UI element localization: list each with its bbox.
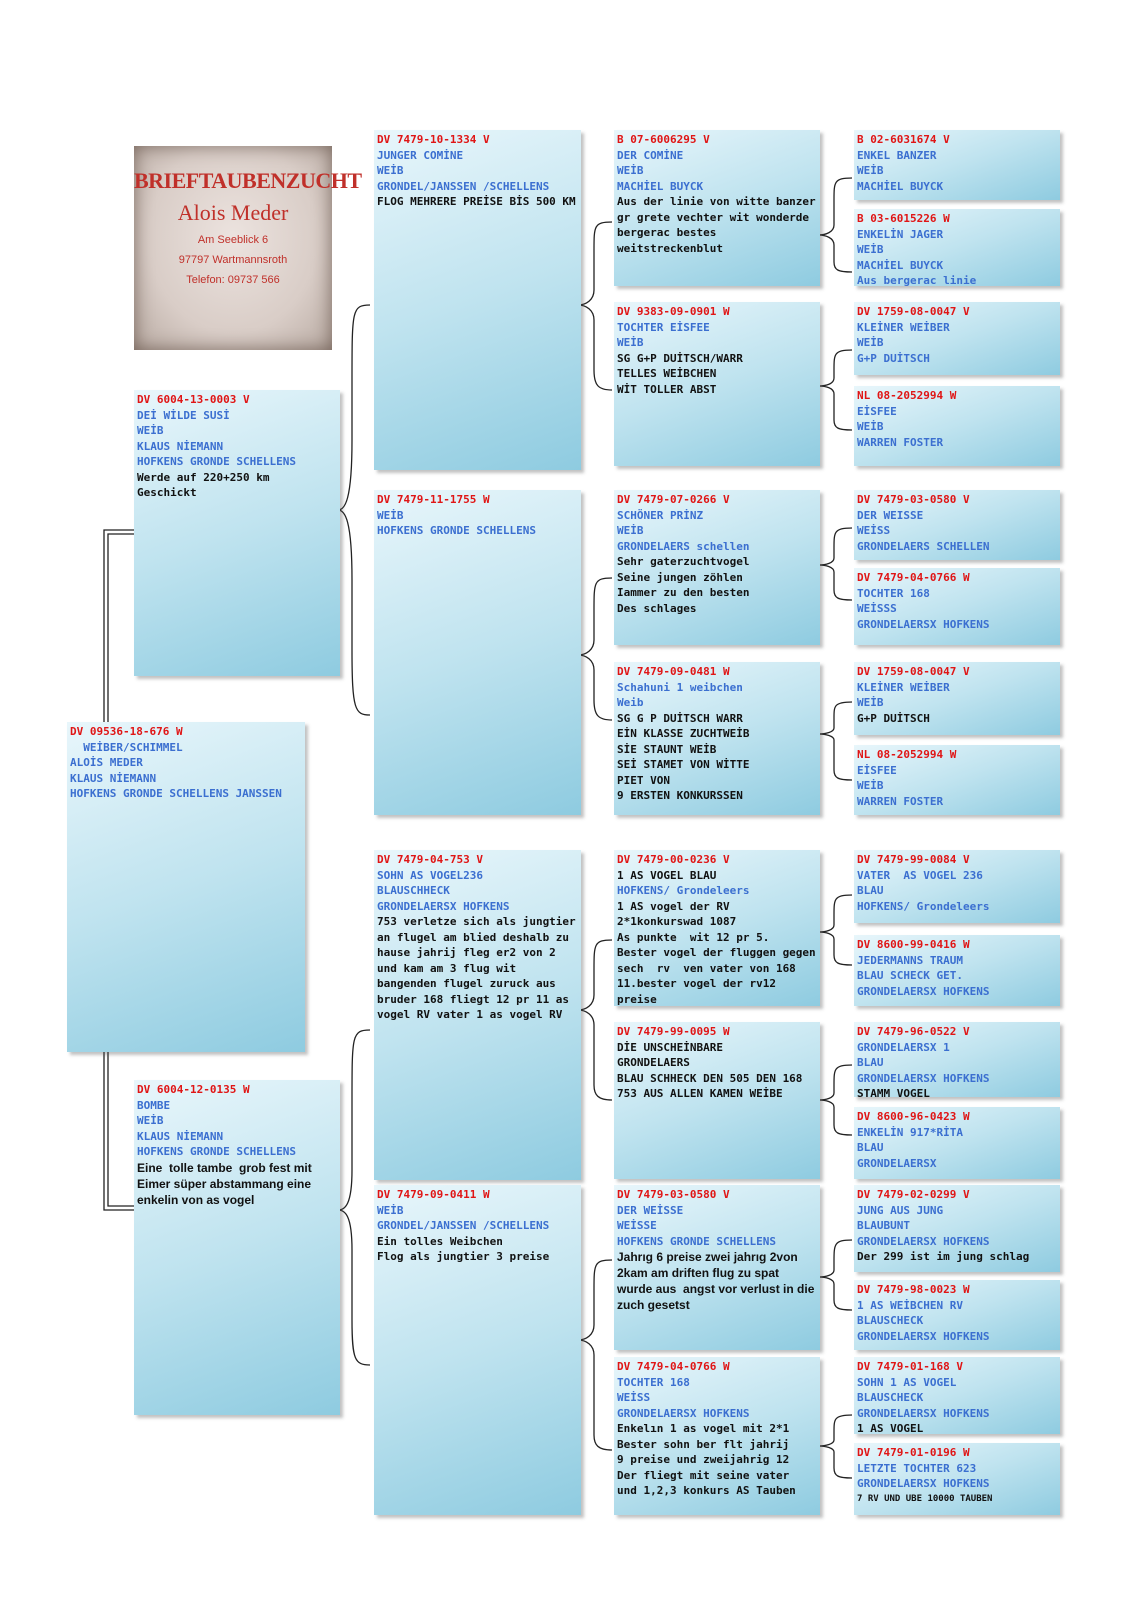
sex: WEİB xyxy=(137,1114,164,1127)
pigeon-card-ggp xyxy=(614,850,820,1006)
pigeon-card-ggp xyxy=(614,1357,820,1515)
color: BLAU xyxy=(857,1056,884,1069)
pigeon-card-g3 xyxy=(854,745,1060,815)
pigeon-card-gp xyxy=(374,1185,581,1515)
breeder: MACHİEL BUYCK xyxy=(857,258,944,272)
pigeon-name: DER WEİSSE xyxy=(617,1203,684,1217)
description: Aus der linie von witte banzer gr grete vechter wit wonderde bergerac bestes weitstreckenblut xyxy=(617,195,823,255)
sex: WEİB xyxy=(377,1203,404,1217)
breeder: HOFKENS GRONDE SCHELLENS xyxy=(617,1234,776,1248)
ring-number: NL 08-2052994 W xyxy=(857,748,957,761)
pigeon-card-gp xyxy=(374,850,581,1180)
pigeon-name: 1 AS VOGEL BLAU xyxy=(617,868,717,882)
pigeon-name: JUNGER COMİNE xyxy=(377,148,464,162)
pigeon-card-g3 xyxy=(854,1280,1060,1350)
ring-number: DV 9383-09-0901 W xyxy=(617,305,730,318)
pigeon-name: TOCHTER 168 xyxy=(617,1375,690,1389)
pigeon-card-ggp xyxy=(614,490,820,645)
logo-phone: Telefon: 09737 566 xyxy=(186,274,280,286)
pigeon-card-main xyxy=(67,722,305,1052)
sex: WEİB xyxy=(617,524,644,537)
ring-number: DV 1759-08-0047 V xyxy=(857,305,970,318)
pigeon-name: EİSFEE xyxy=(857,404,897,418)
ring-number: DV 7479-10-1334 V xyxy=(377,133,490,146)
description: SG G+P DUİTSCH/WARR TELLES WEİBCHEN WİT TOLLER ABST xyxy=(617,351,743,396)
ring-number: DV 7479-09-0411 W xyxy=(377,1188,490,1201)
color: BLAU SCHECK GET. xyxy=(857,969,963,982)
pigeon-name: Schahuni 1 weibchen xyxy=(617,680,743,694)
sex: WEİB xyxy=(137,424,164,437)
pigeon-name: JEDERMANNS TRAUM xyxy=(857,953,963,967)
ring-number: DV 09536-18-676 W xyxy=(70,725,183,738)
pigeon-card-ggp xyxy=(614,1022,820,1179)
ring-number: DV 7479-03-0580 V xyxy=(857,493,970,506)
sex: WEİB xyxy=(857,164,884,177)
ring-number: DV 7479-01-168 V xyxy=(857,1360,963,1373)
pigeon-card-g3 xyxy=(854,302,1060,375)
color: BLAUBUNT xyxy=(857,1219,910,1232)
sex: WEİSSS xyxy=(857,602,897,615)
ring-number: DV 7479-98-0023 W xyxy=(857,1283,970,1296)
ring-number: DV 7479-03-0580 V xyxy=(617,1188,730,1201)
ring-number: DV 7479-04-753 V xyxy=(377,853,483,866)
pigeon-name: DER WEISSE xyxy=(857,508,924,522)
pigeon-name: ENKEL BANZER xyxy=(857,148,937,162)
ring-number: DV 7479-04-0766 W xyxy=(857,571,970,584)
pigeon-name: LETZTE TOCHTER 623 xyxy=(857,1461,977,1475)
color: BLAU xyxy=(857,1141,884,1154)
color: BLAU xyxy=(857,884,884,897)
color: BLAUSCHECK xyxy=(857,1391,924,1404)
bloodline: Aus bergerac linie xyxy=(857,274,977,287)
breeder: HOFKENS/ Grondeleers xyxy=(857,899,990,913)
bloodline: HOFKENS GRONDE SCHELLENS xyxy=(137,1145,296,1158)
ring-number: DV 6004-12-0135 W xyxy=(137,1083,250,1096)
pigeon-card-g3 xyxy=(854,568,1060,645)
breeder: MACHİEL BUYCK xyxy=(617,179,704,193)
owner: ALOİS MEDER xyxy=(70,756,143,769)
description: 753 verletze sich als jungtier an flugel am blied deshalb zu hause jahrij fleg er2 von 2 und kam am 3 flug wit bangenden flugel zuruck aus bruder 168 fliegt 12 pr 11 as vogel RV vater 1 as vogel RV xyxy=(377,915,583,1021)
description: 1 AS vogel der RV 2*1konkurswad 1087 As punkte wit 12 pr 5. Bester vogel der fluggen gegen sech rv ven vater von 168 11.bester vogel der rv12 preise xyxy=(617,899,816,1006)
breeder: MACHİEL BUYCK xyxy=(857,179,944,193)
description: Jahrıg 6 preise zwei jahrıg 2von 2kam am driften flug zu spat wurde aus angst vor verlust in die zuch gesetst xyxy=(617,1250,818,1312)
sex: WEİB xyxy=(857,696,884,709)
ring-number: DV 7479-00-0236 V xyxy=(617,853,730,866)
pigeon-card-g3 xyxy=(854,130,1060,200)
pigeon-name: VATER AS VOGEL 236 xyxy=(857,868,983,882)
ring-number: DV 7479-99-0084 V xyxy=(857,853,970,866)
breeder: GRONDELAERSX HOFKENS xyxy=(857,1406,990,1420)
ring-number: DV 7479-07-0266 V xyxy=(617,493,730,506)
description: SG G P DUİTSCH WARR EİN KLASSE ZUCHTWEİB SİE STAUNT WEİB SEİ STAMET VON WİTTE PIET VON 9 ERSTEN KONKURSSEN xyxy=(617,711,750,802)
pigeon-name: DER COMİNE xyxy=(617,148,684,162)
breeder: WARREN FOSTER xyxy=(857,435,944,449)
description: Eine tolle tambe grob fest mit Eimer süper abstammang eine enkelin von as vogel xyxy=(137,1160,316,1207)
pigeon-name: SOHN AS VOGEL236 xyxy=(377,868,483,882)
breeder: WARREN FOSTER xyxy=(857,794,944,808)
bloodline: HOFKENS GRONDE SCHELLENS xyxy=(137,455,296,468)
description: FLOG MEHRERE PREİSE BİS 500 KM xyxy=(377,195,576,208)
ring-number: B 03-6015226 W xyxy=(857,212,950,225)
description: Sehr gaterzuchtvogel Seine jungen zöhlen Iammer zu den besten Des schlages xyxy=(617,555,750,615)
pigeon-card-gp xyxy=(374,130,581,470)
sex: WEİB xyxy=(857,779,884,792)
sex: WEİB xyxy=(857,336,884,349)
breeder: GRONDELAERSX HOFKENS xyxy=(857,1477,990,1490)
description: 1 AS VOGEL xyxy=(857,1422,924,1435)
ring-number: DV 6004-13-0003 V xyxy=(137,393,250,406)
sex: WEİB xyxy=(377,508,404,522)
pigeon-name: KLEİNER WEİBER xyxy=(857,320,950,334)
pigeon-card-g3 xyxy=(854,209,1060,286)
description: Ein tolles Weibchen Flog als jungtier 3 preise xyxy=(377,1234,550,1263)
logo-street: Am Seeblick 6 xyxy=(197,234,269,246)
pigeon-name: ENKELİN JAGER xyxy=(857,227,944,241)
pigeon-card-ggp xyxy=(614,662,820,815)
description: Werde auf 220+250 km Geschickt xyxy=(137,470,270,499)
pigeon-name: GRONDELAERSX 1 xyxy=(857,1040,950,1054)
breeder: HOFKENS GRONDE SCHELLENS xyxy=(377,524,536,537)
pigeon-card-g3 xyxy=(854,1357,1060,1434)
breeder: GRONDEL/JANSSEN /SCHELLENS xyxy=(377,179,550,193)
pigeon-card-g3 xyxy=(854,850,1060,923)
pigeon-card-gp xyxy=(374,490,581,815)
breeder: G+P DUİTSCH xyxy=(857,351,930,365)
pigeon-card-g3 xyxy=(854,662,1060,735)
pigeon-name: BOMBE xyxy=(137,1098,171,1112)
pigeon-card-g3 xyxy=(854,1185,1060,1272)
ring-number: DV 1759-08-0047 V xyxy=(857,665,970,678)
breeder: GRONDELAERS schellen xyxy=(617,539,750,553)
breeder: GRONDELAERSX HOFKENS xyxy=(857,617,990,631)
ring-number: B 07-6006295 V xyxy=(617,133,710,146)
breeder: KLAUS NİEMANN xyxy=(70,771,157,785)
breeder: GRONDELAERSX HOFKENS xyxy=(857,1234,990,1248)
pigeon-name: KLEİNER WEİBER xyxy=(857,680,950,694)
pigeon-name: EİSFEE xyxy=(857,763,897,777)
sex: WEİB xyxy=(857,243,884,256)
sex: WEİSSE xyxy=(617,1219,657,1232)
pigeon-name: ENKELİN 917*RİTA xyxy=(857,1125,963,1139)
pigeon-card-g3 xyxy=(854,1107,1060,1179)
pigeon-card-father xyxy=(134,390,340,676)
sex: WEİB xyxy=(377,164,404,177)
pigeon-card-ggp xyxy=(614,130,823,286)
description: 7 RV UND UBE 10000 TAUBEN xyxy=(857,1493,993,1504)
logo-city: 97797 Wartmannsroth xyxy=(178,254,288,266)
ring-number: DV 7479-11-1755 W xyxy=(377,493,490,506)
pigeon-name: SOHN 1 AS VOGEL xyxy=(857,1375,957,1389)
pigeon-name: WEİBER/SCHIMMEL xyxy=(70,740,183,754)
description: STAMM VOGEL xyxy=(857,1087,930,1100)
description: Der 299 ist im jung schlag xyxy=(857,1250,1030,1263)
bloodline: HOFKENS GRONDE SCHELLENS JANSSEN xyxy=(70,787,282,800)
ring-number: DV 7479-04-0766 W xyxy=(617,1360,730,1373)
pigeon-card-ggp xyxy=(614,1185,820,1350)
breeder: G+P DUİTSCH xyxy=(857,711,930,725)
pigeon-card-g3 xyxy=(854,935,1060,1006)
sex: WEİSS xyxy=(617,1391,651,1404)
ring-number: DV 7479-09-0481 W xyxy=(617,665,730,678)
pigeon-name: SCHÖNER PRİNZ xyxy=(617,508,704,522)
ring-number: NL 08-2052994 W xyxy=(857,389,957,402)
pigeon-name: 1 AS WEİBCHEN RV xyxy=(857,1298,963,1312)
pigeon-card-g3 xyxy=(854,1443,1060,1515)
description: DİE UNSCHEİNBARE GRONDELAERS BLAU SCHHECK DEN 505 DEN 168 753 AUS ALLEN KAMEN WEİBE xyxy=(617,1040,803,1100)
color: BLAUSCHECK xyxy=(857,1314,924,1327)
sex: WEİB xyxy=(617,164,644,177)
color: BLAUSCHHECK xyxy=(377,884,450,897)
logo-title: BRIEFTAUBENZUCHT xyxy=(134,168,362,193)
pigeon-name: JUNG AUS JUNG xyxy=(857,1203,944,1217)
logo-name: Alois Meder xyxy=(177,200,289,225)
ring-number: DV 7479-96-0522 V xyxy=(857,1025,970,1038)
pigeon-card-g3 xyxy=(854,1022,1060,1100)
breeder: GRONDELAERSX HOFKENS xyxy=(857,1071,990,1085)
breeder: KLAUS NİEMANN xyxy=(137,1129,224,1143)
ring-number: DV 7479-01-0196 W xyxy=(857,1446,970,1459)
breeder: GRONDEL/JANSSEN /SCHELLENS xyxy=(377,1219,550,1232)
breeder: HOFKENS/ Grondeleers xyxy=(617,884,750,897)
ring-number: DV 8600-96-0423 W xyxy=(857,1110,970,1123)
sex: WEİSS xyxy=(857,524,891,537)
pigeon-card-mother xyxy=(134,1080,340,1415)
breeder: GRONDELAERSX HOFKENS xyxy=(377,899,510,913)
pigeon-card-g3 xyxy=(854,386,1060,466)
sex: WEİB xyxy=(857,420,884,433)
pigeon-card-ggp xyxy=(614,302,820,466)
breeder: GRONDELAERSX HOFKENS xyxy=(617,1406,750,1420)
pigeon-name: DEİ WİLDE SUSİ xyxy=(137,408,230,422)
breeder: KLAUS NİEMANN xyxy=(137,439,224,453)
sex: Weib xyxy=(617,696,644,709)
ring-number: DV 7479-99-0095 W xyxy=(617,1025,730,1038)
ring-number: DV 8600-99-0416 W xyxy=(857,938,970,951)
breeder: GRONDELAERS SCHELLEN xyxy=(857,539,990,553)
pigeon-card-g3 xyxy=(854,490,1060,560)
breeder: GRONDELAERSX HOFKENS xyxy=(857,984,990,998)
sex: WEİB xyxy=(617,336,644,349)
breeder: GRONDELAERSX xyxy=(857,1156,937,1170)
ring-number: B 02-6031674 V xyxy=(857,133,950,146)
description: Enkelın 1 as vogel mit 2*1 Bester sohn ber flt jahrij 9 preise und zweijahrig 12 Der fliegt mit seine vater und 1,2,3 konkurs AS Tauben xyxy=(617,1422,796,1497)
ring-number: DV 7479-02-0299 V xyxy=(857,1188,970,1201)
breeder: GRONDELAERSX HOFKENS xyxy=(857,1329,990,1343)
pigeon-name: TOCHTER 168 xyxy=(857,586,930,600)
pigeon-name: TOCHTER EİSFEE xyxy=(617,320,710,334)
